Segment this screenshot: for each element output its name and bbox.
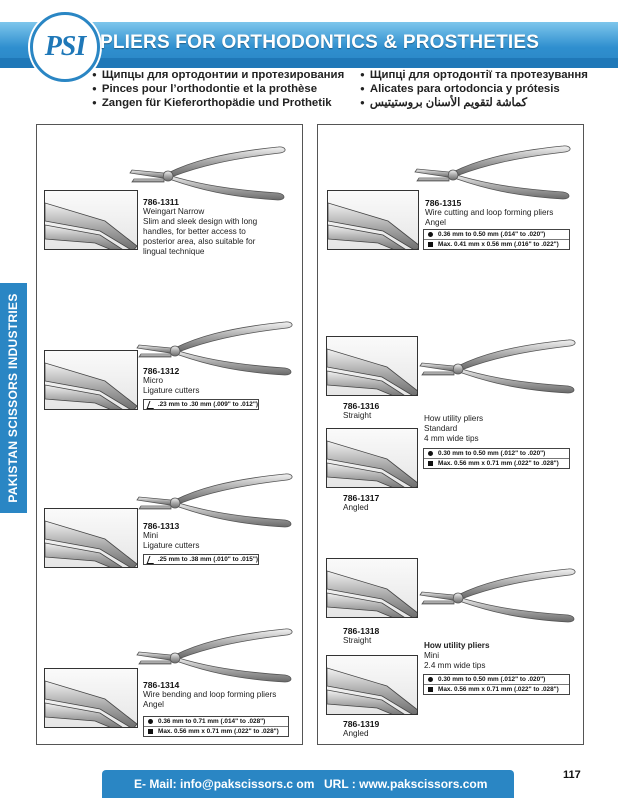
desc-line: Standard — [424, 424, 458, 433]
product-description — [343, 636, 371, 646]
footer-bar — [102, 770, 514, 798]
spec-text: 0.36 mm to 0.71 mm (.014" to .028") — [158, 718, 266, 725]
product-code: 786-1311 — [143, 197, 179, 207]
tip-closeup-1316 — [326, 336, 418, 396]
spec-table — [423, 229, 570, 250]
tip-closeup-1313 — [44, 508, 138, 568]
lang-item: ● كماشة لتقويم الأسنان بروستيتيس — [360, 96, 588, 110]
product-code: 786-1317 — [343, 493, 380, 503]
rectangular-wire-icon — [428, 242, 433, 247]
lang-item: ● Alicates para ortodoncia y prótesis — [360, 82, 588, 96]
product-code: 786-1315 — [425, 198, 462, 208]
product-code: 786-1318 — [343, 626, 380, 636]
sidebar-banner — [0, 283, 27, 513]
product-description — [425, 208, 553, 228]
group-title: How utility pliers — [424, 641, 490, 650]
rectangular-wire-icon — [148, 729, 153, 734]
lang-item: ● Щипцы для ортодонтии и протезирования — [92, 68, 344, 82]
desc-line: Micro — [143, 376, 164, 385]
lang-item: ● Щипці для ортодонтії та протезування — [360, 68, 588, 82]
desc-line: Ligature cutters — [143, 541, 200, 550]
desc-line: Angled — [343, 503, 369, 512]
plier-image-1311 — [128, 143, 293, 203]
tip-closeup-1311 — [44, 190, 138, 250]
spec-text: 0.36 mm to 0.50 mm (.014" to .020") — [438, 231, 546, 238]
tip-closeup-1317 — [326, 428, 418, 488]
product-code: 786-1316 — [343, 401, 380, 411]
spec-text: Max. 0.56 mm x 0.71 mm (.022" to .028") — [158, 728, 279, 735]
spec-row — [424, 685, 569, 694]
plier-image-mini — [418, 565, 583, 625]
spec-table — [423, 448, 570, 469]
spec-text: .25 mm to .38 mm (.010" to .015") — [157, 556, 258, 563]
round-wire-icon — [428, 232, 433, 237]
desc-line: handles, for better access to — [143, 227, 246, 236]
spec-table — [143, 399, 259, 410]
plier-image-1314 — [135, 625, 300, 685]
product-description — [343, 411, 371, 421]
spec-row — [144, 727, 288, 736]
product-description — [343, 503, 369, 513]
logo-text: PSI — [44, 31, 86, 62]
product-description — [143, 376, 199, 396]
desc-line: 4 mm wide tips — [424, 434, 479, 443]
group-description-mini — [424, 641, 490, 671]
product-description — [143, 690, 276, 710]
plier-image-1315 — [413, 142, 578, 202]
psi-logo — [30, 12, 100, 82]
group-title: How utility pliers — [424, 414, 484, 423]
spec-text: .23 mm to .30 mm (.009" to .012") — [157, 401, 258, 408]
spec-text: 0.30 mm to 0.50 mm (.012" to .020") — [438, 676, 546, 683]
product-code: 786-1313 — [143, 521, 180, 531]
round-wire-icon — [428, 677, 433, 682]
desc-line: Straight — [343, 636, 372, 645]
product-code: 786-1312 — [143, 366, 180, 376]
product-code: 786-1319 — [343, 719, 380, 729]
lang-item: ● Pinces pour l’orthodontie et la prothèse — [92, 82, 344, 96]
tip-closeup-1315 — [327, 190, 419, 250]
round-wire-icon — [428, 451, 433, 456]
tip-closeup-1312 — [44, 350, 138, 410]
spec-row — [424, 230, 569, 240]
spec-table — [143, 554, 259, 565]
tip-closeup-1314 — [44, 668, 138, 728]
language-list-right — [360, 68, 588, 110]
desc-line: posterior area, also suitable for — [143, 237, 256, 246]
angle-cut-icon — [147, 401, 157, 409]
footer-email[interactable]: E- Mail: info@pakscissors.c om — [134, 777, 315, 791]
product-description — [143, 207, 257, 257]
lang-item: ● Zangen für Kieferorthopädie und Prothetik — [92, 96, 344, 110]
spec-text: Max. 0.41 mm x 0.56 mm (.016" to .022") — [438, 241, 559, 248]
desc-line: Angled — [343, 729, 369, 738]
desc-line: Wire bending and loop forming pliers — [143, 690, 277, 699]
product-description — [143, 531, 199, 551]
desc-line: Angel — [143, 700, 164, 709]
spec-row — [424, 459, 569, 468]
desc-line: Wire cutting and loop forming pliers — [425, 208, 554, 217]
desc-line: lingual technique — [143, 247, 205, 256]
spec-row — [424, 449, 569, 459]
desc-line: 2.4 mm wide tips — [424, 661, 486, 670]
angle-cut-icon — [147, 556, 157, 564]
spec-row — [424, 675, 569, 685]
plier-image-standard — [418, 336, 583, 396]
sidebar-text: PAKISTAN SCISSORS INDUSTRIES — [6, 293, 20, 503]
product-description — [343, 729, 369, 739]
spec-row — [144, 555, 258, 564]
spec-row — [144, 400, 258, 409]
page-number: 117 — [563, 769, 581, 781]
spec-text: Max. 0.56 mm x 0.71 mm (.022" to .028") — [438, 460, 559, 467]
rectangular-wire-icon — [428, 461, 433, 466]
round-wire-icon — [148, 719, 153, 724]
desc-line: Mini — [143, 531, 159, 540]
desc-line: Slim and sleek design with long — [143, 217, 258, 226]
language-list-left — [92, 68, 344, 110]
spec-text: Max. 0.56 mm x 0.71 mm (.022" to .028") — [438, 686, 559, 693]
footer-url[interactable]: URL : www.pakscissors.com — [324, 777, 488, 791]
tip-closeup-1319 — [326, 655, 418, 715]
desc-line: Angel — [425, 218, 446, 227]
spec-text: 0.30 mm to 0.50 mm (.012" to .020") — [438, 450, 546, 457]
tip-closeup-1318 — [326, 558, 418, 618]
page-title: PLIERS FOR ORTHODONTICS & PROSTHETIES — [100, 32, 540, 53]
spec-row — [144, 717, 288, 727]
desc-line: Straight — [343, 411, 372, 420]
spec-row — [424, 240, 569, 249]
group-description-standard — [424, 414, 483, 444]
product-code: 786-1314 — [143, 680, 180, 690]
desc-line: Weingart Narrow — [143, 207, 205, 216]
spec-table — [143, 716, 289, 737]
desc-line: Mini — [424, 651, 440, 660]
spec-table — [423, 674, 570, 695]
rectangular-wire-icon — [428, 687, 433, 692]
desc-line: Ligature cutters — [143, 386, 200, 395]
